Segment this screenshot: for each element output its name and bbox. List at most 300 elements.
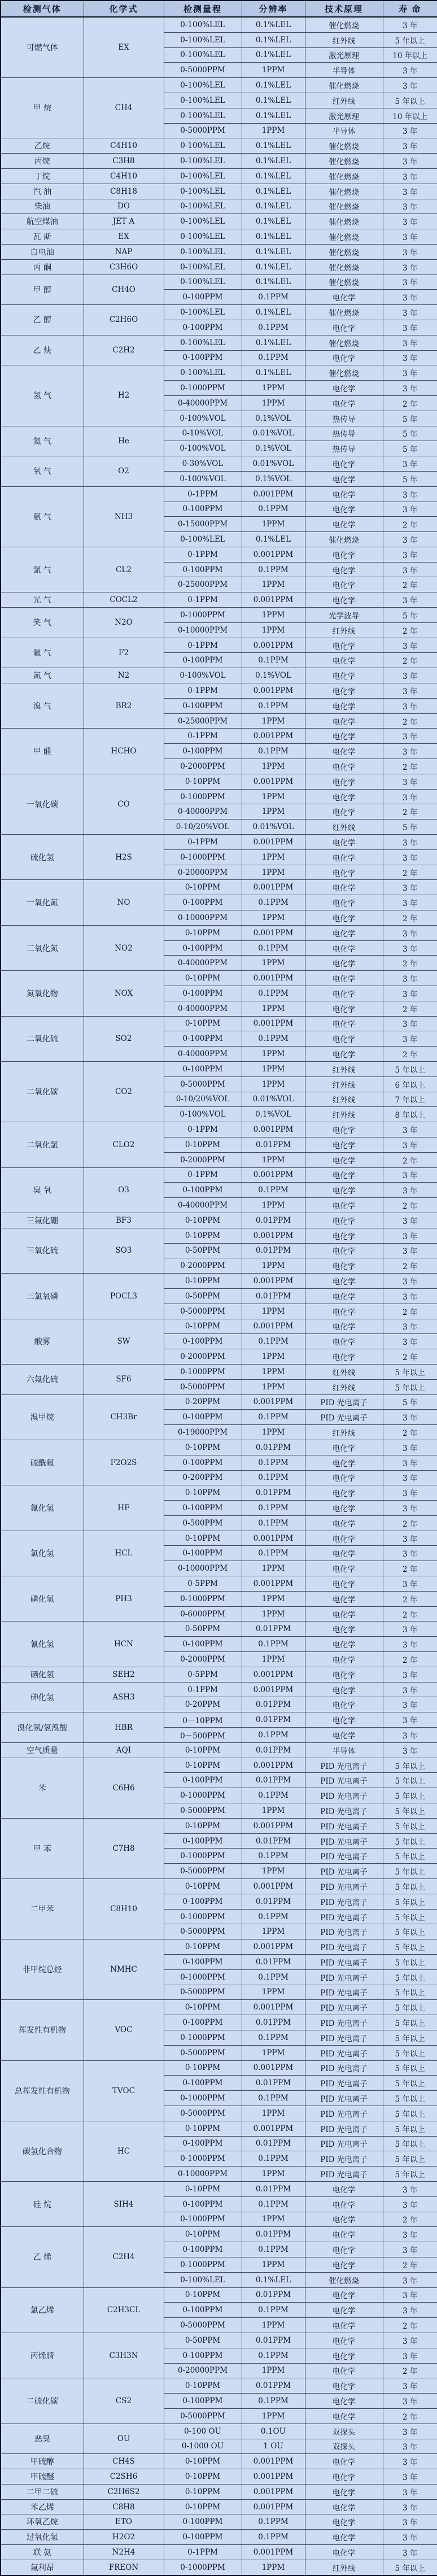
life-cell: 2 年	[383, 1001, 437, 1016]
resolution-cell: 1PPM	[242, 2045, 305, 2060]
resolution-cell: 0.001PPM	[242, 683, 305, 699]
life-cell: 5 年以上	[383, 1985, 437, 2000]
range-cell: 0-10PPM	[164, 2287, 242, 2303]
resolution-cell: 1PPM	[242, 1425, 305, 1440]
life-cell: 3 年	[383, 244, 437, 259]
range-cell: 0-100PPM	[164, 1773, 242, 1788]
range-cell: 0-100PPM	[164, 1031, 242, 1047]
principle-cell: 电化学	[305, 1274, 383, 1289]
principle-cell: 电化学	[305, 2303, 383, 2318]
resolution-cell: 0.1%LEL	[242, 532, 305, 547]
principle-cell: 电化学	[305, 910, 383, 926]
resolution-cell: 0.001PPM	[242, 729, 305, 744]
principle-cell: 电化学	[305, 381, 383, 396]
life-cell: 3 年	[383, 365, 437, 381]
principle-cell: 电化学	[305, 1001, 383, 1016]
principle-cell: 半导体	[305, 63, 383, 78]
table-row	[1, 638, 437, 653]
range-cell: 0-25000PPM	[164, 713, 242, 729]
principle-cell: 电化学	[305, 1682, 383, 1697]
resolution-cell: 1PPM	[242, 517, 305, 532]
principle-cell: 电化学	[305, 1652, 383, 1667]
gas-cell: 甲硫醚	[1, 2469, 84, 2485]
formula-cell: NH3	[84, 486, 164, 547]
range-cell: 0-100%LEL	[164, 184, 242, 199]
resolution-cell: 0.1%LEL	[242, 47, 305, 63]
range-cell: 0-5000PPM	[164, 2106, 242, 2121]
range-cell: 0-50PPM	[164, 2333, 242, 2348]
formula-cell: N2	[84, 668, 164, 683]
range-cell: 0-1PPM	[164, 547, 242, 562]
resolution-cell: 1PPM	[242, 1561, 305, 1576]
principle-cell: 催化燃烧	[305, 532, 383, 547]
range-cell: 0-1000 OU	[164, 2439, 242, 2454]
principle-cell: 催化燃烧	[305, 199, 383, 214]
resolution-cell: 1PPM	[242, 910, 305, 926]
life-cell: 3 年	[383, 1637, 437, 1652]
range-cell: 0-10PPM	[164, 1319, 242, 1334]
life-cell: 3 年	[383, 1622, 437, 1637]
principle-cell: PID 光电离子	[305, 1864, 383, 1879]
gas-cell: 氟 气	[1, 638, 84, 668]
range-cell: 0-10PPM	[164, 2499, 242, 2514]
range-cell: 0-1000PPM	[164, 608, 242, 623]
gas-cell: 空气质量	[1, 1742, 84, 1758]
life-cell: 3 年	[383, 1228, 437, 1243]
formula-cell: F2	[84, 638, 164, 668]
resolution-cell: 0.001PPM	[242, 1167, 305, 1183]
gas-cell: 总挥发性有机物	[1, 2060, 84, 2121]
table-row	[1, 547, 437, 562]
principle-cell: 催化燃烧	[305, 335, 383, 350]
resolution-cell: 1PPM	[242, 1379, 305, 1394]
resolution-cell: 1PPM	[242, 63, 305, 78]
principle-cell: 电化学	[305, 1319, 383, 1334]
resolution-cell: 0.001PPM	[242, 1274, 305, 1289]
resolution-cell: 0.1PPM	[242, 562, 305, 577]
formula-cell: C2H3CL	[84, 2287, 164, 2333]
range-cell: 0-10000PPM	[164, 1561, 242, 1576]
resolution-cell: 0.01PPM	[242, 2015, 305, 2030]
principle-cell: 双探头	[305, 2424, 383, 2439]
principle-cell: 电化学	[305, 1047, 383, 1062]
range-cell: 0-2000PPM	[164, 1258, 242, 1274]
formula-cell: C8H18	[84, 184, 164, 199]
table-row	[1, 2000, 437, 2015]
gas-cell: 溴甲烷	[1, 1394, 84, 1440]
life-cell: 5 年	[383, 411, 437, 426]
gas-cell: 非甲烷总烃	[1, 1939, 84, 2000]
life-cell: 3 年	[383, 229, 437, 245]
range-cell: 0-10PPM	[164, 971, 242, 986]
principle-cell: PID 光电离子	[305, 1394, 383, 1410]
table-row	[1, 774, 437, 789]
range-cell: 0-100%LEL	[164, 214, 242, 229]
table-row	[1, 1213, 437, 1228]
life-cell: 3 年	[383, 2242, 437, 2257]
resolution-cell: 1PPM	[242, 2560, 305, 2575]
life-cell: 3 年	[383, 638, 437, 653]
resolution-cell: 0.001PPM	[242, 2499, 305, 2514]
principle-cell: 电化学	[305, 713, 383, 729]
formula-cell: BF3	[84, 1213, 164, 1228]
principle-cell: 红外线	[305, 1107, 383, 1122]
life-cell: 5 年以上	[383, 1955, 437, 1970]
life-cell: 3 年	[383, 1470, 437, 1485]
resolution-cell: 0.01%VOL	[242, 820, 305, 835]
resolution-cell: 0.01PPM	[242, 1622, 305, 1637]
gas-cell: 溴化氢/氢溴酸	[1, 1712, 84, 1743]
formula-cell: HF	[84, 1485, 164, 1531]
gas-cell: 二氧化碳	[1, 1061, 84, 1122]
principle-cell: 催化燃烧	[305, 214, 383, 229]
life-cell: 3 年	[383, 123, 437, 138]
principle-cell: PID 光电离子	[305, 1410, 383, 1425]
table-row	[1, 668, 437, 683]
principle-cell: PID 光电离子	[305, 1773, 383, 1788]
table-row	[1, 168, 437, 184]
principle-cell: 电化学	[305, 1515, 383, 1531]
gas-cell: 甲 苯	[1, 1818, 84, 1878]
range-cell: 0-10PPM	[164, 2000, 242, 2015]
range-cell: 0-40000PPM	[164, 1047, 242, 1062]
life-cell: 3 年	[383, 154, 437, 169]
gas-cell: 甲硫醇	[1, 2454, 84, 2469]
range-cell: 0-20PPM	[164, 1697, 242, 1712]
principle-cell: 电化学	[305, 2545, 383, 2560]
life-cell: 5 年以上	[383, 2076, 437, 2091]
life-cell: 3 年	[383, 1697, 437, 1712]
range-cell: 0-5000PPM	[164, 1985, 242, 2000]
range-cell: 0-100%VOL	[164, 668, 242, 683]
resolution-cell: 1PPM	[242, 2257, 305, 2272]
range-cell: 0-100%LEL	[164, 93, 242, 108]
range-cell: 0-40000PPM	[164, 1001, 242, 1016]
formula-cell: CO	[84, 774, 164, 834]
life-cell: 5 年	[383, 426, 437, 441]
range-cell: 0-100%LEL	[164, 154, 242, 169]
table-row	[1, 1122, 437, 1137]
life-cell: 3 年	[383, 774, 437, 789]
range-cell: 0-100%VOL	[164, 1107, 242, 1122]
formula-cell: NAP	[84, 244, 164, 259]
table-row	[1, 971, 437, 986]
range-cell: 0-5000PPM	[164, 1304, 242, 1319]
resolution-cell: 0.1%LEL	[242, 214, 305, 229]
life-cell: 5 年以上	[383, 1818, 437, 1833]
range-cell: 0-100PPM	[164, 744, 242, 759]
range-cell: 0-200PPM	[164, 1470, 242, 1485]
gas-cell: 二氧化硫	[1, 1016, 84, 1061]
table-row	[1, 1712, 437, 1728]
resolution-cell: 1PPM	[242, 622, 305, 638]
formula-cell: EX	[84, 17, 164, 78]
table-row	[1, 2454, 437, 2469]
gas-cell: 氨 气	[1, 486, 84, 547]
principle-cell: 电化学	[305, 592, 383, 608]
gas-cell: 丙烷	[1, 154, 84, 169]
range-cell: 0-100%LEL	[164, 17, 242, 32]
principle-cell: 电化学	[305, 2333, 383, 2348]
range-cell: 0-100PPM	[164, 320, 242, 335]
range-cell: 0-10PPM	[164, 774, 242, 789]
resolution-cell: 0.001PPM	[242, 1016, 305, 1031]
gas-cell: 氟利昂	[1, 2560, 84, 2575]
range-cell: 0-6000PPM	[164, 1606, 242, 1622]
principle-cell: 催化燃烧	[305, 78, 383, 93]
range-cell: 0-100%LEL	[164, 229, 242, 245]
principle-cell: 电化学	[305, 1258, 383, 1274]
resolution-cell: 0.001PPM	[242, 1758, 305, 1773]
life-cell: 3 年	[383, 486, 437, 502]
life-cell: 3 年	[383, 214, 437, 229]
range-cell: 0-10000PPM	[164, 622, 242, 638]
range-cell: 0-1000PPM	[164, 381, 242, 396]
formula-cell: NOX	[84, 971, 164, 1016]
life-cell: 2 年	[383, 653, 437, 668]
table-row	[1, 259, 437, 274]
life-cell: 3 年	[383, 1016, 437, 1031]
life-cell: 5 年以上	[383, 1909, 437, 1924]
range-cell: 0-10PPM	[164, 2469, 242, 2485]
resolution-cell: 1PPM	[242, 123, 305, 138]
resolution-cell: 0.1PPM	[242, 2514, 305, 2530]
life-cell: 3 年	[383, 1334, 437, 1349]
gas-cell: 氢 气	[1, 365, 84, 426]
principle-cell: 红外线	[305, 32, 383, 47]
range-cell: 0-15000PPM	[164, 517, 242, 532]
life-cell: 3 年	[383, 1122, 437, 1137]
principle-cell: 激光原理	[305, 47, 383, 63]
principle-cell: 电化学	[305, 1606, 383, 1622]
principle-cell: 电化学	[305, 2196, 383, 2212]
range-cell: 0-100%LEL	[164, 199, 242, 214]
principle-cell: 电化学	[305, 1531, 383, 1546]
principle-cell: 电化学	[305, 1637, 383, 1652]
resolution-cell: 0.001PPM	[242, 2484, 305, 2499]
range-cell: 0-100%LEL	[164, 532, 242, 547]
formula-cell: NO	[84, 880, 164, 925]
principle-cell: 电化学	[305, 986, 383, 1001]
principle-cell: PID 光电离子	[305, 1788, 383, 1803]
life-cell: 3 年	[383, 2530, 437, 2545]
table-row	[1, 1576, 437, 1592]
life-cell: 2 年	[383, 1561, 437, 1576]
life-cell: 3 年	[383, 1546, 437, 1561]
table-row	[1, 2121, 437, 2136]
range-cell: 0-100PPM	[164, 986, 242, 1001]
life-cell: 2 年	[383, 2318, 437, 2333]
principle-cell: 电化学	[305, 1561, 383, 1576]
range-cell: 0-5000PPM	[164, 1379, 242, 1394]
range-cell: 0-5000PPM	[164, 1076, 242, 1092]
range-cell: 0-5000PPM	[164, 1803, 242, 1819]
formula-cell: HCN	[84, 1622, 164, 1667]
life-cell: 5 年以上	[383, 1788, 437, 1803]
principle-cell: 电化学	[305, 2530, 383, 2545]
principle-cell: 电化学	[305, 668, 383, 683]
formula-cell: AQI	[84, 1742, 164, 1758]
gas-cell: 过氧化氢	[1, 2530, 84, 2545]
resolution-cell: 0.1PPM	[242, 1470, 305, 1485]
gas-cell: 氟化氢	[1, 1485, 84, 1531]
resolution-cell: 1PPM	[242, 381, 305, 396]
table-row	[1, 17, 437, 32]
principle-cell: 电化学	[305, 1304, 383, 1319]
principle-cell: PID 光电离子	[305, 2000, 383, 2015]
life-cell: 3 年	[383, 1576, 437, 1592]
principle-cell: PID 光电离子	[305, 1955, 383, 1970]
life-cell: 5 年以上	[383, 2000, 437, 2015]
table-row	[1, 2484, 437, 2499]
table-body	[1, 17, 437, 2575]
resolution-cell: 0.1PPM	[242, 1788, 305, 1803]
formula-cell: C3H6O	[84, 259, 164, 274]
life-cell: 5 年以上	[383, 1879, 437, 1894]
gas-cell: 二氧化氮	[1, 925, 84, 970]
resolution-cell: 0.01PPM	[242, 1894, 305, 1909]
resolution-cell: 0.01PPM	[242, 1288, 305, 1304]
life-cell: 3 年	[383, 1410, 437, 1425]
range-cell: 0-10PPM	[164, 2181, 242, 2196]
principle-cell: 红外线	[305, 1364, 383, 1379]
formula-cell: CH4	[84, 78, 164, 138]
principle-cell: 半导体	[305, 1742, 383, 1758]
resolution-cell: 0.1PPM	[242, 1909, 305, 1924]
life-cell: 3 年	[383, 1137, 437, 1152]
resolution-cell: 0.1PPM	[242, 986, 305, 1001]
principle-cell: PID 光电离子	[305, 1803, 383, 1819]
principle-cell: 电化学	[305, 729, 383, 744]
resolution-cell: 0.1PPM	[242, 744, 305, 759]
principle-cell: PID 光电离子	[305, 2151, 383, 2167]
range-cell: 0-100PPM	[164, 1955, 242, 1970]
resolution-cell: 1PPM	[242, 804, 305, 820]
principle-cell: PID 光电离子	[305, 2167, 383, 2182]
principle-cell: 电化学	[305, 2394, 383, 2409]
life-cell: 3 年	[383, 335, 437, 350]
life-cell: 3 年	[383, 1728, 437, 1743]
life-cell: 3 年	[383, 350, 437, 365]
principle-cell: 电化学	[305, 1728, 383, 1743]
life-cell: 3 年	[383, 2484, 437, 2499]
resolution-cell: 0.1%LEL	[242, 244, 305, 259]
resolution-cell: 0.001PPM	[242, 1394, 305, 1410]
range-cell: 0-1PPM	[164, 638, 242, 653]
range-cell: 0-100%VOL	[164, 411, 242, 426]
resolution-cell: 0.1%LEL	[242, 168, 305, 184]
formula-cell: SF6	[84, 1364, 164, 1394]
principle-cell: 电化学	[305, 290, 383, 305]
gas-cell: 环氧乙烷	[1, 2514, 84, 2530]
range-cell: 0-5PPM	[164, 1576, 242, 1592]
principle-cell: 电化学	[305, 1349, 383, 1365]
table-row	[1, 1818, 437, 1833]
gas-cell: 氰化氢	[1, 1622, 84, 1667]
table-row	[1, 274, 437, 290]
life-cell: 3 年	[383, 1501, 437, 1516]
resolution-cell: 0.01%VOL	[242, 1092, 305, 1107]
range-cell: 0-100%LEL	[164, 2272, 242, 2287]
table-row	[1, 2227, 437, 2242]
range-cell: 0-100%LEL	[164, 138, 242, 154]
life-cell: 5 年以上	[383, 2136, 437, 2151]
resolution-cell: 1PPM	[242, 1152, 305, 1167]
formula-cell: CLO2	[84, 1122, 164, 1167]
resolution-cell: 0.1PPM	[242, 2151, 305, 2167]
principle-cell: 电化学	[305, 2484, 383, 2499]
life-cell: 2 年	[383, 1515, 437, 1531]
gas-cell: 二硫化碳	[1, 2378, 84, 2424]
formula-cell: N2O	[84, 608, 164, 638]
formula-cell: CO2	[84, 1061, 164, 1122]
life-cell: 3 年	[383, 698, 437, 713]
principle-cell: 电化学	[305, 2348, 383, 2363]
life-cell: 2 年	[383, 622, 437, 638]
life-cell: 3 年	[383, 2394, 437, 2409]
resolution-cell: 0.01PPM	[242, 2287, 305, 2303]
resolution-cell: 0.001PPM	[242, 2000, 305, 2015]
resolution-cell: 0.01PPM	[242, 1773, 305, 1788]
resolution-cell: 1PPM	[242, 2363, 305, 2378]
resolution-cell: 0.001PPM	[242, 925, 305, 940]
range-cell: 0-100%LEL	[164, 108, 242, 123]
gas-cell: 碳氢化合物	[1, 2121, 84, 2181]
life-cell: 3 年	[383, 2348, 437, 2363]
table-row	[1, 1939, 437, 1955]
range-cell: 0-5000PPM	[164, 1864, 242, 1879]
principle-cell: 电化学	[305, 1470, 383, 1485]
formula-cell: FREON	[84, 2560, 164, 2575]
resolution-cell: 0.1PPM	[242, 1183, 305, 1198]
principle-cell: 电化学	[305, 1137, 383, 1152]
range-cell: 0-100%LEL	[164, 305, 242, 320]
principle-cell: PID 光电离子	[305, 2136, 383, 2151]
principle-cell: PID 光电离子	[305, 1879, 383, 1894]
resolution-cell: 1PPM	[242, 2408, 305, 2424]
life-cell: 2 年	[383, 1606, 437, 1622]
principle-cell: 电化学	[305, 2227, 383, 2242]
life-cell: 5 年以上	[383, 2045, 437, 2060]
life-cell: 2 年	[383, 1349, 437, 1365]
resolution-cell: 0.01PPM	[242, 1243, 305, 1258]
resolution-cell: 0.1%VOL	[242, 1107, 305, 1122]
life-cell: 5 年	[383, 441, 437, 456]
resolution-cell: 0.1PPM	[242, 2091, 305, 2106]
life-cell: 5 年以上	[383, 1849, 437, 1864]
gas-cell: 氮氧化物	[1, 971, 84, 1016]
gas-cell: 恶臭	[1, 2424, 84, 2454]
principle-cell: 电化学	[305, 1591, 383, 1606]
resolution-cell: 0.1PPM	[242, 2030, 305, 2045]
life-cell: 3 年	[383, 895, 437, 910]
principle-cell: 电化学	[305, 1455, 383, 1470]
principle-cell: PID 光电离子	[305, 2121, 383, 2136]
table-row	[1, 456, 437, 472]
life-cell: 6 年以上	[383, 1076, 437, 1092]
principle-cell: PID 光电离子	[305, 1969, 383, 1985]
principle-cell: 电化学	[305, 2378, 383, 2394]
formula-cell: SO3	[84, 1228, 164, 1273]
principle-cell: 红外线	[305, 1061, 383, 1076]
column-header-range: 检测量程	[164, 1, 242, 17]
column-header-life: 寿 命	[383, 1, 437, 17]
formula-cell: H2S	[84, 835, 164, 880]
life-cell: 2 年	[383, 910, 437, 926]
life-cell: 3 年	[383, 562, 437, 577]
table-row	[1, 1531, 437, 1546]
principle-cell: 催化燃烧	[305, 184, 383, 199]
